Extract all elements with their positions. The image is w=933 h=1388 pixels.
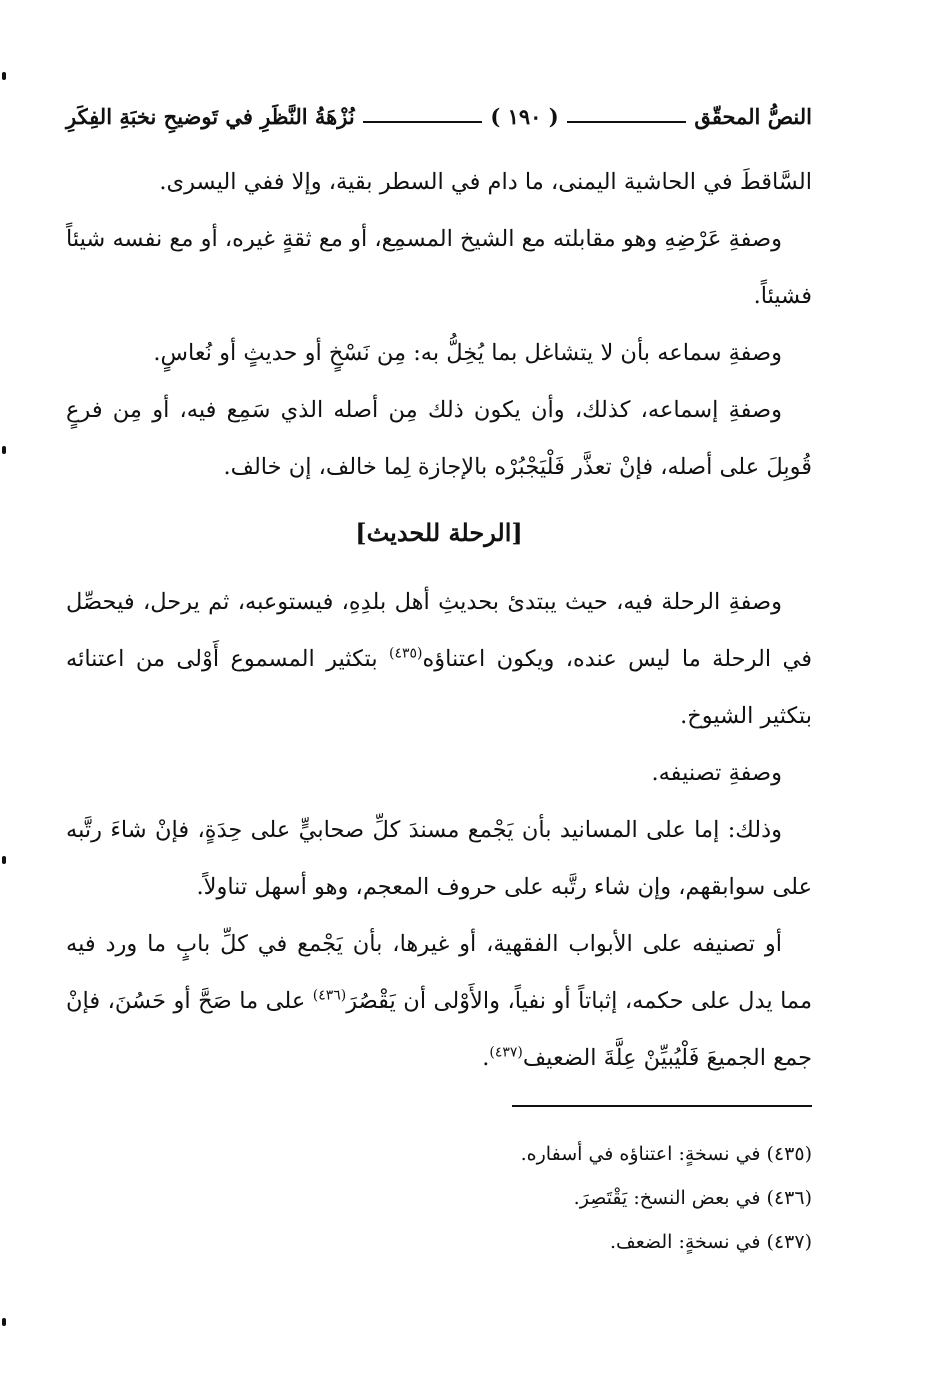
paragraph-text: بتكثير المسموع أَوْلى من اعتنائه بتكثير الشيوخ. (66, 646, 812, 729)
header-right-title: النصُّ المحقّق (694, 103, 812, 129)
footnote: (٤٣٧) في نسخةٍ: الضعف. (609, 1231, 812, 1253)
scan-edge-mark-middle (2, 856, 6, 864)
footnote: (٤٣٥) في نسخةٍ: اعتناؤه في أسفاره. (520, 1143, 812, 1165)
paragraph: وصفةِ عَرْضِهِ وهو مقابلته مع الشيخ المسمِع، أو مع ثقةٍ غيره، أو مع نفسه شيئاً فشيئاً. (66, 226, 812, 309)
paragraph: وذلك: إما على المسانيد بأن يَجْمع مسندَ كلِّ صحابيٍّ على حِدَةٍ، فإنْ شاءَ رتَّبه على سوابقهم، وإن شاء رتَّبه على حروف المعجم، وهو أسهل تناولاً. (66, 817, 812, 900)
paragraph-text: على ما صَحَّ أو حَسُنَ، فإنْ جمع الجميعَ فَلْيُبيِّنْ عِلَّةَ الضعيف (66, 988, 812, 1071)
paragraph (66, 916, 812, 1087)
footnote: (٤٣٦) في بعض النسخ: يَقْتَصِرَ. (573, 1187, 812, 1209)
footnote-ref[interactable]: (٤٣٧) (489, 1044, 523, 1061)
main-text (66, 154, 812, 1087)
header-rule-left (363, 121, 483, 123)
paragraph: وصفةِ سماعه بأن لا يتشاغل بما يُخِلُّ به: مِن نَسْخٍ أو حديثٍ أو نُعاسٍ. (153, 340, 782, 366)
paragraph-text: . (482, 1045, 490, 1071)
footnote-separator (512, 1105, 812, 1107)
footnotes (66, 1132, 812, 1264)
paragraph (66, 574, 812, 745)
paragraph-text: وصفةِ الرحلة فيه، حيث يبتدئ بحديثِ أهل بلدِهِ، فيستوعبه، ثم يرحل، فيحصِّل في الرحلة ما ليس عنده، ويكون اعتناؤه (66, 589, 812, 672)
book-page (66, 92, 812, 1362)
paragraph-text: أو تصنيفه على الأبواب الفقهية، أو غيرها، بأن يَجْمع في كلِّ بابٍ ما ورد فيه مما يدل على حكمه، إثباتاً أو نفياً، والأَوْلى أن يَقْصُرَ (66, 931, 812, 1014)
paragraph: وصفةِ تصنيفه. (651, 760, 782, 786)
scan-edge-mark-bottom (2, 1318, 6, 1326)
header-left-title: نُزْهَةُ النَّظَرِ في تَوضيحِ نخبَةِ الفِكَرِ (65, 103, 355, 129)
scan-edge-mark-upper (2, 446, 6, 454)
section-heading: [الرحلة للحديث] (355, 518, 523, 547)
running-header (66, 92, 812, 140)
paragraph: وصفةِ إسماعه، كذلك، وأن يكون ذلك مِن أصله الذي سَمِع فيه، أو مِن فرعٍ قُوبِلَ على أصله، فإنْ تعذَّر فَلْيَجْبُرْه بالإجازة لِما خالف، إن خالف. (66, 397, 812, 480)
header-rule-right (567, 121, 687, 123)
scan-edge-mark-top (2, 72, 6, 80)
paragraph: السَّاقطَ في الحاشية اليمنى، ما دام في السطر بقية، وإلا ففي اليسرى. (159, 169, 812, 195)
page-number: ( ١٩٠ ) (490, 103, 559, 129)
footnote-ref[interactable]: (٤٣٦) (312, 987, 347, 1004)
footnote-ref[interactable]: (٤٣٥) (388, 645, 423, 662)
